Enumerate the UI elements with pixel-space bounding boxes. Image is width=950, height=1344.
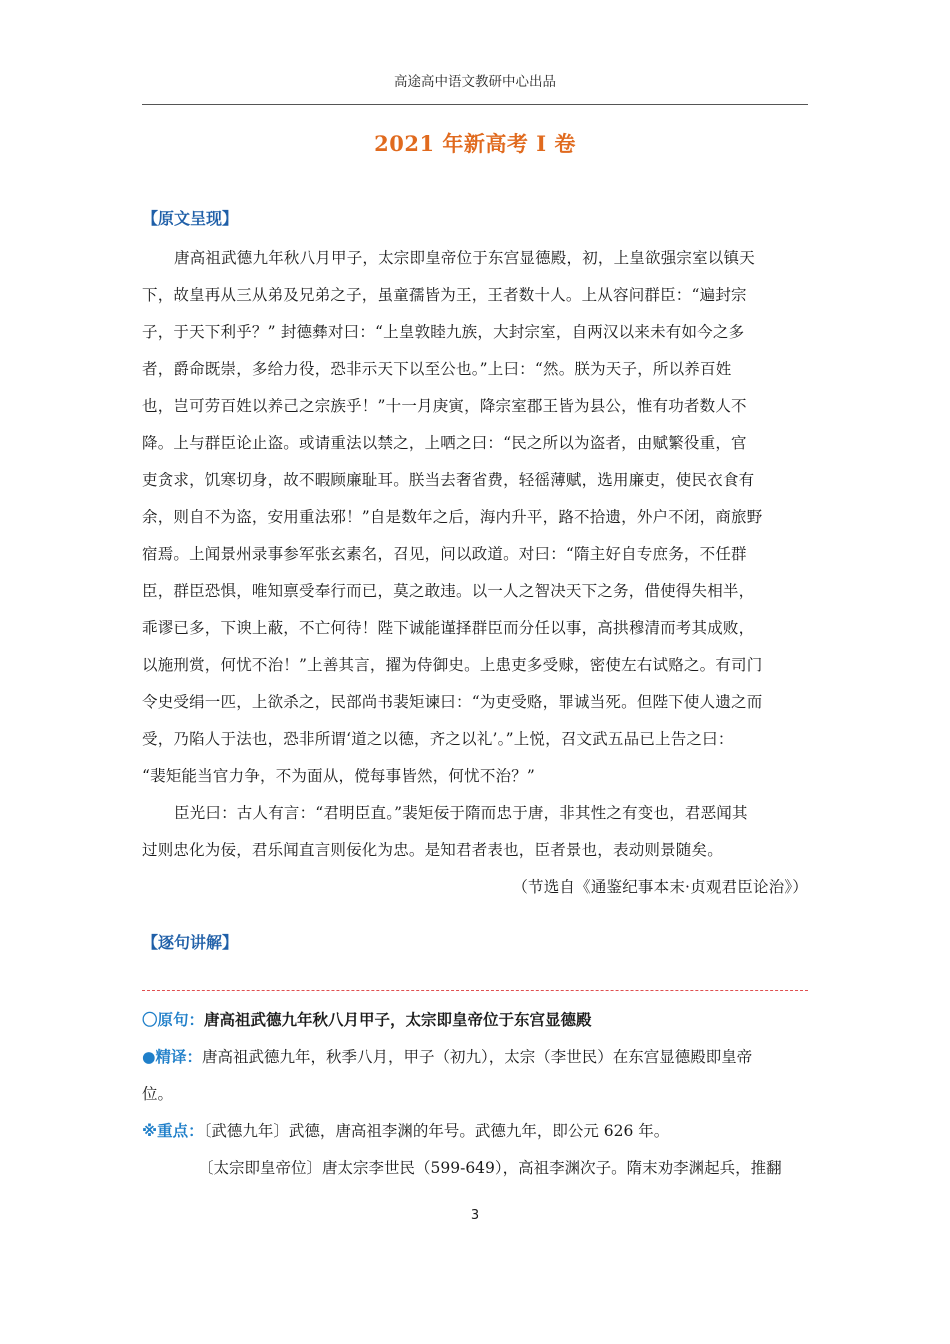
translation-text: 唐高祖武德九年，秋季八月，甲子（初九），太宗（李世民）在东宫显德殿即皇帝	[202, 1048, 753, 1066]
passage-line: 吏贪求，饥寒切身，故不暇顾廉耻耳。朕当去奢省费，轻徭薄赋，选用廉吏，使民衣食有	[142, 471, 755, 489]
page-number: 3	[470, 1208, 480, 1223]
passage-line: “裴矩能当官力争，不为面从，傥每事皆然，何忧不治？”	[142, 767, 536, 785]
passage-line: 唐高祖武德九年秋八月甲子，太宗即皇帝位于东宫显德殿，初，上皇欲强宗室以镇天	[174, 249, 755, 267]
passage-line: 臣光曰：古人有言：“君明臣直。”裴矩佞于隋而忠于唐，非其性之有变也，君恶闻其	[174, 804, 748, 822]
explanation-key	[142, 1113, 808, 1187]
header-divider	[142, 104, 808, 105]
passage-line: 者，爵命既崇，多给力役，恐非示天下以至公也。”上曰：“然。朕为天子，所以养百姓	[142, 360, 732, 378]
passage-line: 宿焉。上闻景州录事参军张玄素名，召见，问以政道。对曰：“隋主好自专庶务，不任群	[142, 545, 747, 563]
passage-line: 过则忠化为佞，君乐闻直言则佞化为忠。是知君者表也，臣者景也，表动则景随矣。	[142, 841, 723, 859]
passage-line: 也，岂可劳百姓以养己之宗族乎！”十一月庚寅，降宗室郡王皆为县公，惟有功者数人不	[142, 397, 747, 415]
passage-line: 受，乃陷人于法也，恐非所谓‘道之以德，齐之以礼’。”上悦，召文武五品已上告之曰：	[142, 730, 734, 748]
dashed-divider	[142, 990, 808, 991]
section-original-label: 【原文呈现】	[142, 209, 239, 228]
translation-label: ●精译：	[142, 1048, 203, 1066]
key-text-2: 〔太宗即皇帝位〕唐太宗李世民（599-649），高祖李渊次子。隋末劝李渊起兵，推翻	[198, 1159, 782, 1177]
explanation-original	[142, 1002, 808, 1039]
page-title: 2021 年新高考 I 卷	[374, 131, 576, 156]
original-label: 〇原句：	[142, 1011, 205, 1029]
passage-line: 乖谬已多，下谀上蔽，不亡何待！陛下诚能谨择群臣而分任以事，高拱穆清而考其成败，	[142, 619, 755, 637]
passage-line: 降。上与群臣论止盗。或请重法以禁之，上哂之曰：“民之所以为盗者，由赋繁役重，官	[142, 434, 747, 452]
passage-line: 下，故皇再从三从弟及兄弟之子，虽童孺皆为王，王者数十人。上从容问群臣：“遍封宗	[142, 286, 747, 304]
key-label: ※重点：	[142, 1122, 204, 1140]
passage-line: 令史受绢一匹，上欲杀之，民部尚书裴矩谏曰：“为吏受赂，罪诚当死。但陛下使人遗之而	[142, 693, 763, 711]
passage-source: （节选自《通鉴纪事本末·贞观君臣论治》）	[512, 878, 808, 896]
original-sentence: 唐高祖武德九年秋八月甲子，太宗即皇帝位于东宫显德殿	[204, 1011, 592, 1029]
translation-text-cont: 位。	[142, 1085, 174, 1103]
explanation-translation	[142, 1039, 808, 1113]
passage-line: 以施刑赏，何忧不治！”上善其言，擢为侍御史。上患吏多受赇，密使左右试赂之。有司门	[142, 656, 763, 674]
section-explain-label: 【逐句讲解】	[142, 933, 239, 952]
key-text: 〔武德九年〕武德，唐高祖李渊的年号。武德九年，即公元 626 年。	[203, 1122, 670, 1140]
passage-line: 子，于天下利乎？” 封德彝对曰：“上皇敦睦九族，大封宗室，自两汉以来未有如今之多	[142, 323, 745, 341]
page-header: 高途高中语文教研中心出品	[394, 74, 556, 90]
passage	[142, 240, 808, 906]
passage-line: 余，则自不为盗，安用重法邪！”自是数年之后，海内升平，路不拾遗，外户不闭，商旅野	[142, 508, 763, 526]
passage-line: 臣，群臣恐惧，唯知禀受奉行而已，莫之敢违。以一人之智决天下之务，借使得失相半，	[142, 582, 755, 600]
